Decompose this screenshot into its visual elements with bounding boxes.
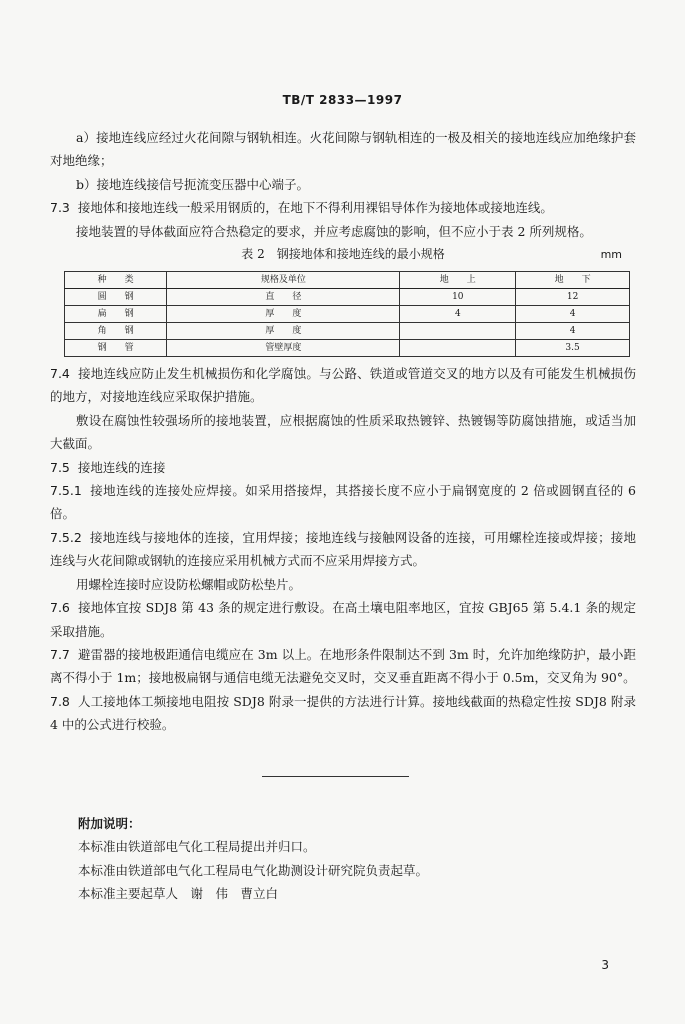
table-cell: 角 钢 — [65, 323, 167, 340]
clause-text: 接地连线的连接处应焊接。如采用搭接焊，其搭接长度不应小于扁钢宽度的 2 倍或圆钢直径的 6 倍。 — [50, 483, 636, 522]
clause-number: 7.5.2 — [50, 529, 82, 545]
clause-number: 7.6 — [50, 600, 70, 616]
table-caption-row — [50, 243, 636, 267]
clause-number: 7.8 — [50, 693, 70, 709]
clause-number: 7.3 — [50, 200, 70, 216]
table-cell: 厚 度 — [167, 306, 400, 323]
body-text — [50, 126, 636, 737]
table-cell: 3.5 — [516, 340, 630, 357]
clause-7-4 — [50, 362, 636, 409]
table-header-row — [65, 272, 630, 289]
clause-number: 7.4 — [50, 366, 70, 382]
section-divider — [262, 776, 409, 777]
clause-7-3 — [50, 196, 636, 219]
table-cell: 厚 度 — [167, 323, 400, 340]
clause-7-7 — [50, 643, 636, 690]
addendum-line: 本标准主要起草人 谢 伟 曹立白 — [78, 886, 279, 902]
addendum-title: 附加说明： — [78, 816, 141, 831]
paragraph-anticorrosion: 敷设在腐蚀性较强场所的接地装置，应根据腐蚀的性质采取热镀锌、热镀锡等防腐蚀措施，或适当加大截面。 — [50, 412, 636, 452]
clause-text: 接地连线的连接 — [77, 459, 166, 475]
header-cell: 规格及单位 — [167, 272, 400, 289]
table-cell: 圆 钢 — [65, 289, 167, 306]
standard-number-header: TB/T 2833—1997 — [282, 93, 403, 107]
clause-number: 7.5 — [50, 459, 70, 475]
clause-number: 7.7 — [50, 646, 70, 662]
table-cell: 4 — [516, 306, 630, 323]
table-cell: 钢 管 — [65, 340, 167, 357]
paragraph-bolt: 用螺栓连接时应设防松螺帽或防松垫片。 — [76, 576, 302, 592]
header-cell: 地 下 — [516, 272, 630, 289]
clause-text: 接地连线与接地体的连接，宜用焊接；接地连线与接触网设备的连接，可用螺栓连接或焊接；接地连线与火花间隙或钢轨的连接应采用机械方式而不应采用焊接方式。 — [50, 529, 636, 569]
clause-7-6 — [50, 596, 636, 643]
table-row — [65, 289, 630, 306]
table-unit: mm — [600, 248, 622, 262]
paragraph-b: b）接地连线接信号扼流变压器中心端子。 — [76, 176, 310, 192]
table-cell: 12 — [516, 289, 630, 306]
clause-text: 避雷器的接地极距通信电缆应在 3m 以上。在地形条件限制达不到 3m 时，允许加绝缘防护，最小距离不得小于 1m；接地极扁钢与通信电缆无法避免交叉时，交叉垂直距离不得小于 0.5m，交叉角为 90°。 — [50, 646, 636, 686]
clause-text: 接地体宜按 SDJ8 第 43 条的规定进行敷设。在高土壤电阻率地区，宜按 GBJ65 第 5.4.1 条的规定采取措施。 — [50, 600, 636, 639]
table-cell: 10 — [400, 289, 516, 306]
addendum-line: 本标准由铁道部电气化工程局电气化勘测设计研究院负责起草。 — [78, 862, 429, 878]
clause-7-5 — [50, 456, 636, 479]
paragraph-cross-section: 接地装置的导体截面应符合热稳定的要求，并应考虑腐蚀的影响，但不应小于表 2 所列规格。 — [76, 223, 592, 239]
clause-number: 7.5.1 — [50, 483, 82, 499]
table-caption: 表 2 钢接地体和接地连线的最小规格 — [241, 247, 445, 262]
clause-text: 接地体和接地连线一般采用钢质的，在地下不得利用裸铝导体作为接地体或接地连线。 — [77, 200, 553, 216]
table-row — [65, 323, 630, 340]
table-cell: 直 径 — [167, 289, 400, 306]
table-cell — [400, 340, 516, 357]
clause-7-5-2 — [50, 526, 636, 573]
spec-table — [64, 271, 630, 357]
table-cell: 管壁厚度 — [167, 340, 400, 357]
clause-text: 人工接地体工频接地电阻按 SDJ8 附录一提供的方法进行计算。接地线截面的热稳定性按 SDJ8 附录 4 中的公式进行校验。 — [50, 693, 636, 733]
table-row — [65, 306, 630, 323]
addendum — [78, 812, 598, 906]
table-cell: 4 — [516, 323, 630, 340]
table-row — [65, 340, 630, 357]
header-cell: 地 上 — [400, 272, 516, 289]
header-cell: 种 类 — [65, 272, 167, 289]
table-cell — [400, 323, 516, 340]
clause-7-5-1 — [50, 479, 636, 526]
table-cell: 扁 钢 — [65, 306, 167, 323]
clause-text: 接地连线应防止发生机械损伤和化学腐蚀。与公路、铁道或管道交叉的地方以及有可能发生机械损伤的地方，对接地连线应采取保护措施。 — [50, 366, 636, 405]
page-number: 3 — [601, 958, 609, 972]
clause-7-8 — [50, 690, 636, 737]
addendum-line: 本标准由铁道部电气化工程局提出并归口。 — [78, 839, 316, 855]
table-cell: 4 — [400, 306, 516, 323]
paragraph-a: a）接地连线应经过火花间隙与钢轨相连。火花间隙与钢轨相连的一极及相关的接地连线应加绝缘护套对地绝缘； — [50, 130, 636, 169]
